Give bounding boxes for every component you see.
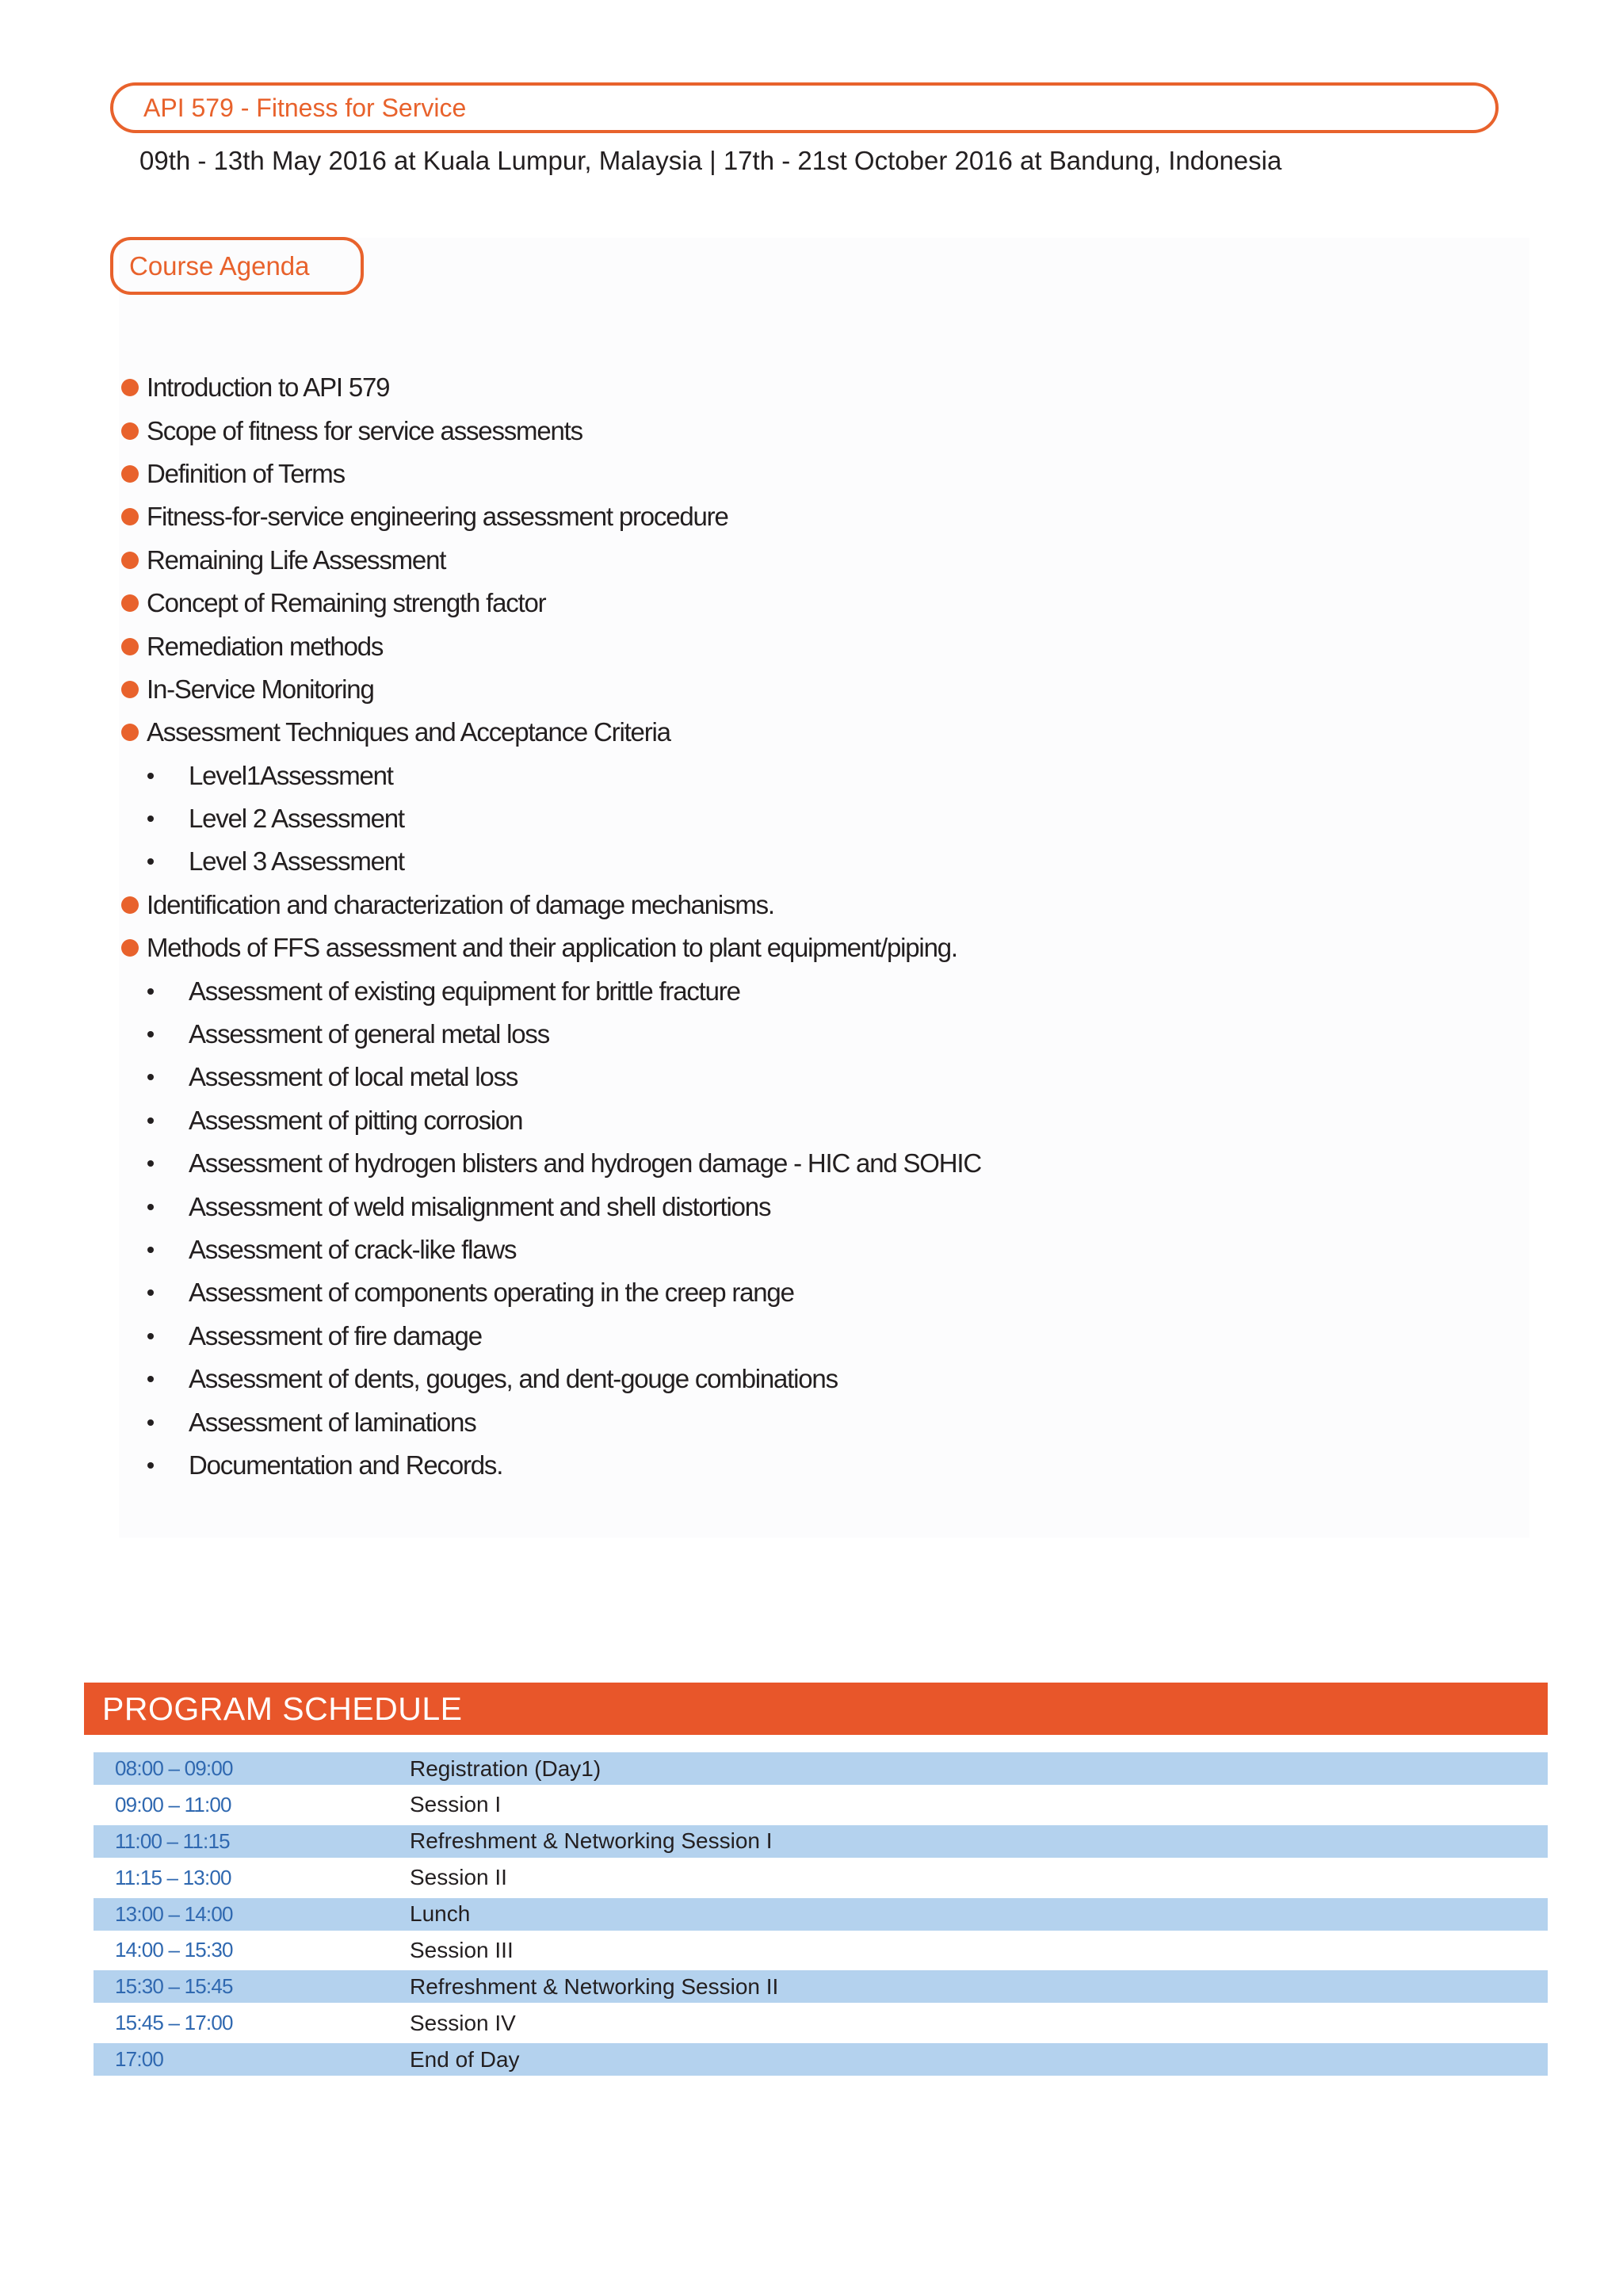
schedule-activity: End of Day [410,2046,520,2072]
course-title-banner [110,82,1499,133]
bullet-icon [147,773,154,779]
agenda-subitem [119,1056,1228,1098]
agenda-item-text: Remediation methods [147,631,384,661]
schedule-row [94,1789,1548,1821]
agenda-subitem [119,755,1228,797]
orange-bullet-icon [121,552,139,569]
agenda-subitem [119,1013,1228,1056]
schedule-activity: Session IV [410,2010,516,2035]
orange-bullet-icon [121,594,139,612]
bullet-icon [147,1117,154,1124]
agenda-item-text: Level1Assessment [189,760,393,790]
schedule-row [94,2007,1548,2039]
agenda-item-text: Assessment of local metal loss [189,1062,518,1092]
orange-bullet-icon [121,896,139,914]
schedule-time: 11:15 – 13:00 [115,1865,231,1889]
bullet-icon [147,1031,154,1037]
schedule-time: 08:00 – 09:00 [115,1756,233,1780]
schedule-time: 15:45 – 17:00 [115,2011,233,2035]
orange-bullet-icon [121,724,139,741]
schedule-time: 15:30 – 15:45 [115,1974,233,1999]
agenda-item-text: Level 3 Assessment [189,846,404,877]
agenda-item-text: Assessment of general metal loss [189,1019,549,1049]
agenda-subitem [119,1228,1228,1271]
schedule-row [94,2043,1548,2076]
agenda-item-text: Concept of Remaining strength factor [147,588,546,618]
bullet-icon [147,858,154,865]
program-schedule-title: PROGRAM SCHEDULE [102,1690,463,1727]
agenda-subitem [119,840,1228,883]
agenda-subitem [119,1315,1228,1358]
schedule-activity: Registration (Day1) [410,1755,601,1781]
agenda-item-text: Assessment of laminations [189,1407,476,1437]
schedule-activity: Session III [410,1937,514,1962]
schedule-time: 13:00 – 14:00 [115,1901,233,1926]
agenda-item [119,668,1228,711]
orange-bullet-icon [121,508,139,525]
schedule-activity: Refreshment & Networking Session I [410,1828,773,1854]
agenda-item-text: Assessment of pitting corrosion [189,1105,523,1135]
agenda-subitem [119,1142,1228,1185]
agenda-item-text: Identification and characterization of damage mechanisms. [147,889,774,919]
bullet-icon [147,1074,154,1080]
agenda-item-text: Scope of fitness for service assessments [147,415,582,445]
schedule-row [94,1862,1548,1894]
agenda-item-text: Level 2 Assessment [189,804,404,834]
schedule-time: 11:00 – 11:15 [115,1828,230,1853]
schedule-time: 17:00 [115,2047,164,2072]
agenda-item [119,495,1228,538]
agenda-item-text: In-Service Monitoring [147,674,374,704]
agenda-item [119,453,1228,495]
agenda-subitem [119,1400,1228,1443]
agenda-item [119,582,1228,625]
agenda-item-text: Assessment Techniques and Acceptance Criteria [147,717,670,747]
bullet-icon [147,1247,154,1253]
agenda-subitem [119,1271,1228,1314]
schedule-time: 14:00 – 15:30 [115,1938,233,1962]
agenda-subitem [119,1358,1228,1400]
bullet-icon [147,1289,154,1296]
agenda-subitem [119,1444,1228,1487]
agenda-item-text: Fitness-for-service engineering assessment procedure [147,502,728,532]
bullet-icon [147,1333,154,1339]
bullet-icon [147,988,154,995]
schedule-activity: Refreshment & Networking Session II [410,1973,779,1999]
agenda-item-text: Assessment of crack-like flaws [189,1235,517,1264]
agenda-item-text: Definition of Terms [147,458,345,488]
agenda-item [119,539,1228,582]
agenda-item [119,625,1228,667]
agenda-list [119,366,1228,1487]
course-title: API 579 - Fitness for Service [143,93,467,122]
schedule-row [94,1752,1548,1785]
bullet-icon [147,1462,154,1469]
agenda-item-text: Assessment of weld misalignment and shell distortions [189,1191,771,1221]
schedule-row [94,1825,1548,1858]
bullet-icon [147,1160,154,1167]
agenda-item-text: Methods of FFS assessment and their application to plant equipment/piping. [147,933,957,963]
schedule-activity: Lunch [410,1901,471,1927]
bullet-icon [147,1419,154,1426]
bullet-icon [147,1376,154,1382]
schedule-row [94,1898,1548,1931]
agenda-item-text: Assessment of dents, gouges, and dent-gouge combinations [189,1364,838,1394]
agenda-item-text: Assessment of fire damage [189,1320,482,1350]
schedule-activity: Session I [410,1792,502,1817]
agenda-item-text: Assessment of hydrogen blisters and hydrogen damage - HIC and SOHIC [189,1148,981,1179]
orange-bullet-icon [121,422,139,440]
orange-bullet-icon [121,939,139,957]
schedule-row [94,1970,1548,2003]
orange-bullet-icon [121,681,139,698]
agenda-item-text: Assessment of existing equipment for brittle fracture [189,976,740,1006]
agenda-item [119,884,1228,926]
agenda-item-text: Remaining Life Assessment [147,544,446,575]
bullet-icon [147,1204,154,1210]
agenda-subitem [119,1099,1228,1142]
orange-bullet-icon [121,465,139,483]
agenda-subitem [119,969,1228,1012]
agenda-item-text: Introduction to API 579 [147,372,390,403]
agenda-item [119,366,1228,409]
agenda-heading: Course Agenda [129,250,310,281]
agenda-item-text: Documentation and Records. [189,1450,503,1480]
agenda-heading-box [110,237,364,295]
schedule-activity: Session II [410,1865,507,1890]
agenda-item [119,409,1228,452]
agenda-item [119,926,1228,969]
agenda-subitem [119,1185,1228,1228]
agenda-item [119,711,1228,754]
course-dates: 09th - 13th May 2016 at Kuala Lumpur, Malaysia | 17th - 21st October 2016 at Bandung, Indonesia [139,146,1282,175]
schedule-table [94,1752,1548,2080]
program-schedule-header [84,1683,1548,1735]
agenda-subitem [119,797,1228,840]
orange-bullet-icon [121,638,139,655]
schedule-row [94,1934,1548,1966]
schedule-time: 09:00 – 11:00 [115,1792,231,1817]
agenda-item-text: Assessment of components operating in the creep range [189,1278,794,1308]
orange-bullet-icon [121,379,139,396]
bullet-icon [147,816,154,822]
